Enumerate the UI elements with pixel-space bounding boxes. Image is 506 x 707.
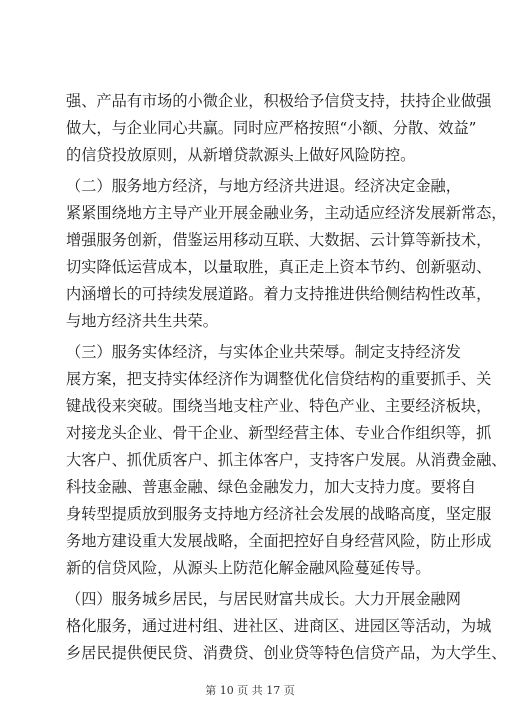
text-line: 新的信贷风险，从源头上防范化解金融风险蔓延传导。 <box>66 559 431 577</box>
text-line: 内涵增长的可持续发展道路。着力支持推进供给侧结构性改革， <box>66 285 492 303</box>
text-line: 做大，与企业同心共赢。同时应严格按照“小额、分散、效益” <box>66 119 477 137</box>
paragraph-2 <box>66 173 506 335</box>
text-line: 身转型提质放到服务支持地方经济社会发展的战略高度，坚定服 <box>66 505 492 523</box>
text-line: 科技金融、普惠金融、绿色金融发力，加大支持力度。要将自 <box>66 478 477 496</box>
text-line: 对接龙头企业、骨干企业、新型经营主体、专业合作组织等，抓 <box>66 424 492 442</box>
text-line: 紧紧围绕地方主导产业开展金融业务，主动适应经济发展新常态， <box>66 204 506 222</box>
text-line: 格化服务，通过进村组、进社区、进商区、进园区等活动，为城 <box>66 617 492 635</box>
text-line: （三）服务实体经济，与实体企业共荣辱。制定支持经济发 <box>66 343 461 361</box>
text-line: 展方案，把支持实体经济作为调整优化信贷结构的重要抓手、关 <box>66 370 492 388</box>
text-line: （二）服务地方经济，与地方经济共进退。经济决定金融， <box>66 177 461 195</box>
paragraph-3 <box>66 339 506 582</box>
text-line: 务地方建设重大发展战略，全面把控好自身经营风险，防止形成 <box>66 532 492 550</box>
text-line: 乡居民提供便民贷、消费贷、创业贷等特色信贷产品，为大学生、 <box>66 644 506 662</box>
page-number-footer: 第 10 页 共 17 页 <box>205 684 295 697</box>
text-line: 增强服务创新，借鉴运用移动互联、大数据、云计算等新技术， <box>66 231 492 249</box>
text-line: （四）服务城乡居民，与居民财富共成长。大力开展金融网 <box>66 590 461 608</box>
paragraph-4 <box>66 586 506 667</box>
text-line: 切实降低运营成本，以量取胜，真正走上资本节约、创新驱动、 <box>66 258 492 276</box>
text-line: 键战役来突破。围绕当地支柱产业、特色产业、主要经济板块， <box>66 397 492 415</box>
paragraph-1 <box>66 88 492 169</box>
document-body <box>66 88 506 667</box>
text-line: 强、产品有市场的小微企业，积极给予信贷支持，扶持企业做强 <box>66 92 492 110</box>
text-line: 的信贷投放原则，从新增贷款源头上做好风险防控。 <box>66 146 416 164</box>
text-line: 大客户、抓优质客户、抓主体客户，支持客户发展。从消费金融、 <box>66 451 506 469</box>
text-line: 与地方经济共生共荣。 <box>66 312 218 330</box>
